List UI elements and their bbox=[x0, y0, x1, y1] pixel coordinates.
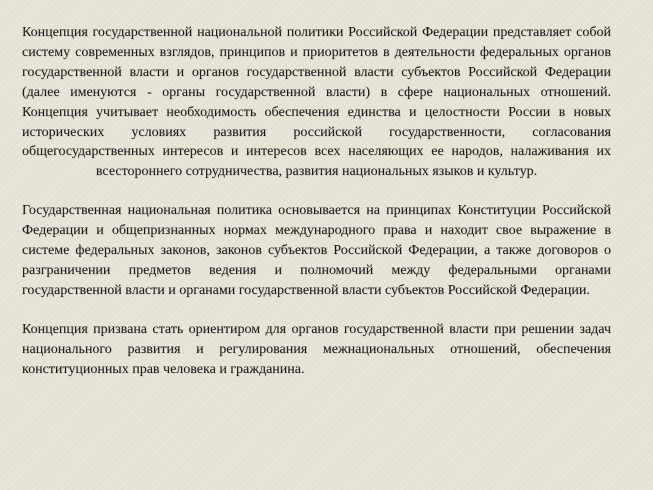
paragraph-spacer bbox=[22, 182, 611, 201]
paragraph-concept-purpose: Концепция призвана стать ориентиром для органов государственной власти при решении задач национального развития и регулирования межнациональных отношений, обеспечения конституционных прав человека и гражданина. bbox=[22, 321, 611, 377]
text-body bbox=[22, 23, 611, 380]
paragraph-legal-basis: Государственная национальная политика основывается на принципах Конституции Российской Федерации и общепризнанных нормах международного права и находит свое выражение в системе федеральных законов, законов субъектов Российской Федерации, а также договоров о разграничении предметов ведения и полномочий между федеральными органами государственной власти и органами государственной власти субъектов Российской Федерации. bbox=[22, 203, 611, 298]
paragraph-spacer bbox=[22, 301, 611, 320]
paragraph-concept-definition: Концепция государственной национальной политики Российской Федерации представляет собой систему современных взглядов, принципов и приоритетов в деятельности федеральных органов государственной власти и органов государственной власти субъектов Российской Федерации (далее именуются - органы государственной власти) в сфере национальных отношений. Концепция учитывает необходимость обеспечения единства и целостности России в новых исторических условиях развития российской государственности, согласования общегосударственных интересов и интересов всех населяющих ее народов, налаживания их всестороннего сотрудничества, развития национальных языков и культур. bbox=[22, 25, 611, 180]
